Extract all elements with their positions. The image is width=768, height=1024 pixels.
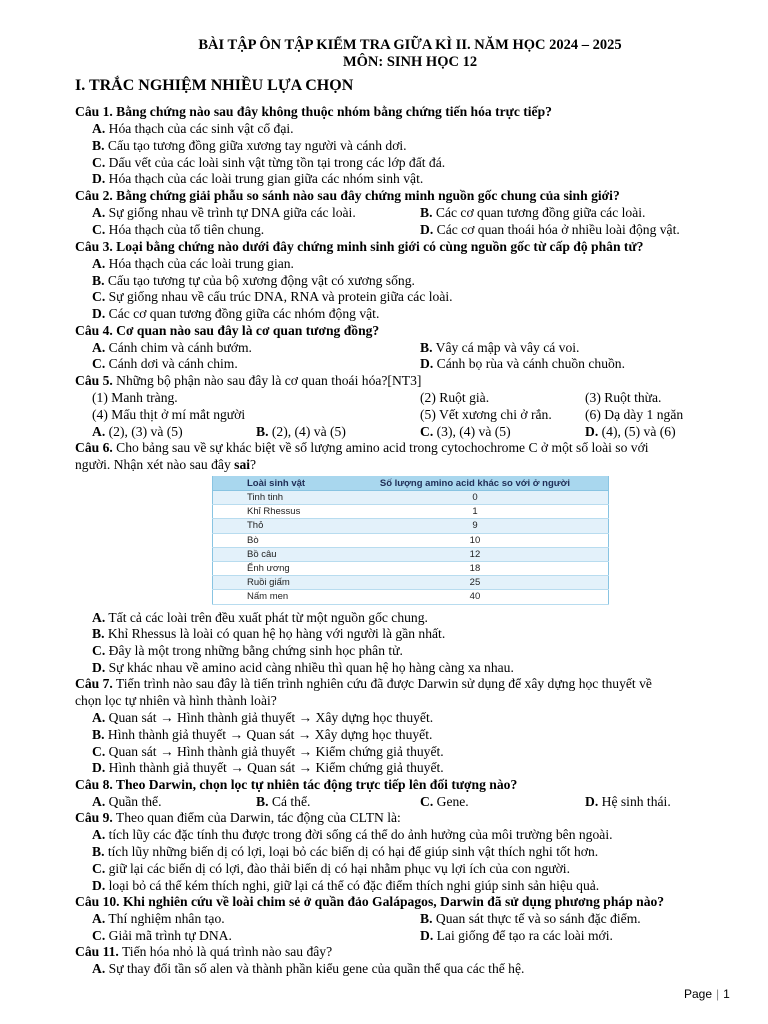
q8-option-c: C. Gene. — [420, 794, 469, 809]
table-row — [213, 561, 609, 575]
q4-option-c: C. Cánh dơi và cánh chim. — [92, 356, 238, 371]
q3-option-a: A. Hóa thạch của các loài trung gian. — [92, 256, 294, 271]
q9-option-a: A. tích lũy các đặc tính thu được trong đời sống cá thể do ảnh hưởng của môi trường bên ngoài. — [92, 827, 613, 842]
q1-option-a: A. Hóa thạch của các sinh vật cổ đại. — [92, 121, 294, 136]
q7-option-d: D. Hình thành giả thuyết → Quan sát → Kiểm chứng giả thuyết. — [92, 760, 444, 775]
q7-option-c: C. Quan sát → Hình thành giả thuyết → Kiểm chứng giả thuyết. — [92, 744, 444, 759]
table-header-species: Loài sinh vật — [213, 476, 342, 491]
species-cell: Ruồi giấm — [213, 576, 342, 590]
question-7-stem-line1: Câu 7. Tiến trình nào sau đây là tiến trình nghiên cứu đã được Darwin sử dụng để xây dựng học thuyết về — [75, 676, 652, 691]
question-3-stem: Câu 3. Loại bằng chứng nào dưới đây chứng minh sinh giới có cùng nguồn gốc từ cấp độ phân tử? — [75, 239, 644, 254]
q9-option-b: B. tích lũy những biến dị có lợi, loại bỏ các biến dị có hại để giúp sinh vật thích nghi tốt hơn. — [92, 844, 599, 859]
q5-item-2: (2) Ruột già. — [420, 390, 490, 405]
page-number: 1 — [723, 987, 730, 1001]
q8-option-b: B. Cá thể. — [256, 794, 311, 809]
q2-option-c: C. Hóa thạch của tổ tiên chung. — [92, 222, 265, 237]
species-cell: Tinh tinh — [213, 491, 342, 505]
q9-option-c: C. giữ lại các biến dị có lợi, đào thải biến dị có hại nhằm phục vụ lợi ích của con người. — [92, 861, 570, 876]
q10-option-a: A. Thí nghiệm nhân tạo. — [92, 911, 225, 926]
q5-option-d: D. (4), (5) và (6) — [585, 424, 676, 439]
q5-option-b: B. (2), (4) và (5) — [256, 424, 346, 439]
q5-item-1: (1) Manh tràng. — [92, 390, 178, 405]
footer-separator: | — [716, 987, 720, 1001]
table-header-row — [213, 476, 609, 491]
page-footer — [684, 987, 730, 1001]
q5-item-3: (3) Ruột thừa. — [585, 390, 662, 405]
question-6-stem-line1: Câu 6. Cho bảng sau về sự khác biệt về số lượng amino acid trong cytochochrome C ở một số loài so với — [75, 440, 649, 455]
table-row — [213, 533, 609, 547]
q8-option-d: D. Hệ sinh thái. — [585, 794, 671, 809]
q8-option-a: A. Quần thể. — [92, 794, 162, 809]
species-cell: Nấm men — [213, 590, 342, 604]
table-header-amino-acid-difference: Số lượng amino acid khác so với ở người — [342, 476, 609, 491]
difference-cell: 0 — [342, 491, 609, 505]
question-5-stem: Câu 5. Những bộ phận nào sau đây là cơ quan thoái hóa?[NT3] — [75, 373, 422, 388]
difference-cell: 25 — [342, 576, 609, 590]
doc-title-line2: MÔN: SINH HỌC 12 — [342, 54, 478, 70]
q9-option-d: D. loại bỏ cá thể kém thích nghi, giữ lại cá thể có đặc điểm thích nghi giúp sinh sản hiệu quả. — [92, 878, 600, 893]
question-6-stem-line2: người. Nhận xét nào sau đây sai? — [75, 457, 257, 472]
question-10-stem: Câu 10. Khi nghiên cứu về loài chim sẻ ở quần đảo Galápagos, Darwin đã sử dụng phương pháp nào? — [75, 894, 665, 909]
q3-option-b: B. Cấu tạo tương tự của bộ xương động vật có xương sống. — [92, 273, 415, 288]
species-cell: Khỉ Rhessus — [213, 505, 342, 519]
q3-option-c: C. Sự giống nhau về cấu trúc DNA, RNA và protein giữa các loài. — [92, 289, 453, 304]
q10-option-c: C. Giải mã trình tự DNA. — [92, 928, 232, 943]
q5-option-c: C. (3), (4) và (5) — [420, 424, 511, 439]
cytochrome-c-table — [212, 476, 609, 605]
species-cell: Bồ câu — [213, 547, 342, 561]
q5-item-6: (6) Dạ dày 1 ngăn — [585, 407, 684, 422]
q5-item-5: (5) Vết xương chi ở rắn. — [420, 407, 552, 422]
table-row — [213, 519, 609, 533]
q3-option-d: D. Các cơ quan tương đồng giữa các nhóm động vật. — [92, 306, 380, 321]
q2-option-b: B. Các cơ quan tương đồng giữa các loài. — [420, 205, 646, 220]
species-cell: Bò — [213, 533, 342, 547]
difference-cell: 10 — [342, 533, 609, 547]
q2-option-a: A. Sự giống nhau về trình tự DNA giữa các loài. — [92, 205, 356, 220]
q1-option-d: D. Hóa thạch của các loài trung gian giữa các nhóm sinh vật. — [92, 171, 424, 186]
table-row — [213, 505, 609, 519]
q1-option-c: C. Dấu vết của các loài sinh vật từng tồn tại trong các lớp đất đá. — [92, 155, 446, 170]
question-7-stem-line2: chọn lọc tự nhiên và hình thành loài? — [75, 693, 277, 708]
q6-option-b: B. Khỉ Rhessus là loài có quan hệ họ hàng với người là gần nhất. — [92, 626, 446, 641]
q1-option-b: B. Cấu tạo tương đồng giữa xương tay người và cánh dơi. — [92, 138, 407, 153]
table-row — [213, 491, 609, 505]
difference-cell: 1 — [342, 505, 609, 519]
difference-cell: 40 — [342, 590, 609, 604]
table-row — [213, 576, 609, 590]
species-cell: Ểnh ương — [213, 561, 342, 575]
q5-item-4: (4) Mấu thịt ở mí mắt người — [92, 407, 246, 422]
difference-cell: 9 — [342, 519, 609, 533]
section-title: I. TRẮC NGHIỆM NHIỀU LỰA CHỌN — [75, 77, 354, 94]
q7-option-b: B. Hình thành giả thuyết → Quan sát → Xây dựng học thuyết. — [92, 727, 433, 742]
q4-option-b: B. Vây cá mập và vây cá voi. — [420, 340, 580, 355]
table-row — [213, 590, 609, 604]
q5-option-a: A. (2), (3) và (5) — [92, 424, 183, 439]
difference-cell: 12 — [342, 547, 609, 561]
question-8-stem: Câu 8. Theo Darwin, chọn lọc tự nhiên tác động trực tiếp lên đối tượng nào? — [75, 777, 518, 792]
page-label: Page — [684, 987, 713, 1001]
question-1-stem: Câu 1. Bằng chứng nào sau đây không thuộc nhóm bằng chứng tiến hóa trực tiếp? — [75, 104, 552, 119]
species-cell: Thỏ — [213, 519, 342, 533]
q2-option-d: D. Các cơ quan thoái hóa ở nhiều loài động vật. — [420, 222, 680, 237]
question-11-stem: Câu 11. Tiến hóa nhỏ là quá trình nào sau đây? — [75, 944, 333, 959]
doc-title-line1: BÀI TẬP ÔN TẬP KIỂM TRA GIỮA KÌ II. NĂM HỌC 2024 – 2025 — [198, 37, 622, 53]
q10-option-d: D. Lai giống để tạo ra các loài mới. — [420, 928, 613, 943]
question-4-stem: Câu 4. Cơ quan nào sau đây là cơ quan tương đồng? — [75, 323, 380, 338]
q11-option-a: A. Sự thay đổi tần số alen và thành phần kiểu gene của quần thể qua các thế hệ. — [92, 961, 525, 976]
q4-option-d: D. Cánh bọ rùa và cánh chuồn chuồn. — [420, 356, 625, 371]
table-row — [213, 547, 609, 561]
q6-option-d: D. Sự khác nhau về amino acid càng nhiều thì quan hệ họ hàng càng xa nhau. — [92, 660, 514, 675]
q4-option-a: A. Cánh chim và cánh bướm. — [92, 340, 252, 355]
question-9-stem: Câu 9. Theo quan điểm của Darwin, tác động của CLTN là: — [75, 810, 401, 825]
q6-option-c: C. Đây là một trong những bằng chứng sinh học phân tử. — [92, 643, 403, 658]
difference-cell: 18 — [342, 561, 609, 575]
q10-option-b: B. Quan sát thực tế và so sánh đặc điểm. — [420, 911, 641, 926]
q7-option-a: A. Quan sát → Hình thành giả thuyết → Xây dựng học thuyết. — [92, 710, 434, 725]
question-2-stem: Câu 2. Bằng chứng giải phẫu so sánh nào sau đây chứng minh nguồn gốc chung của sinh giới? — [75, 188, 620, 203]
q6-option-a: A. Tất cả các loài trên đều xuất phát từ một nguồn gốc chung. — [92, 610, 428, 625]
